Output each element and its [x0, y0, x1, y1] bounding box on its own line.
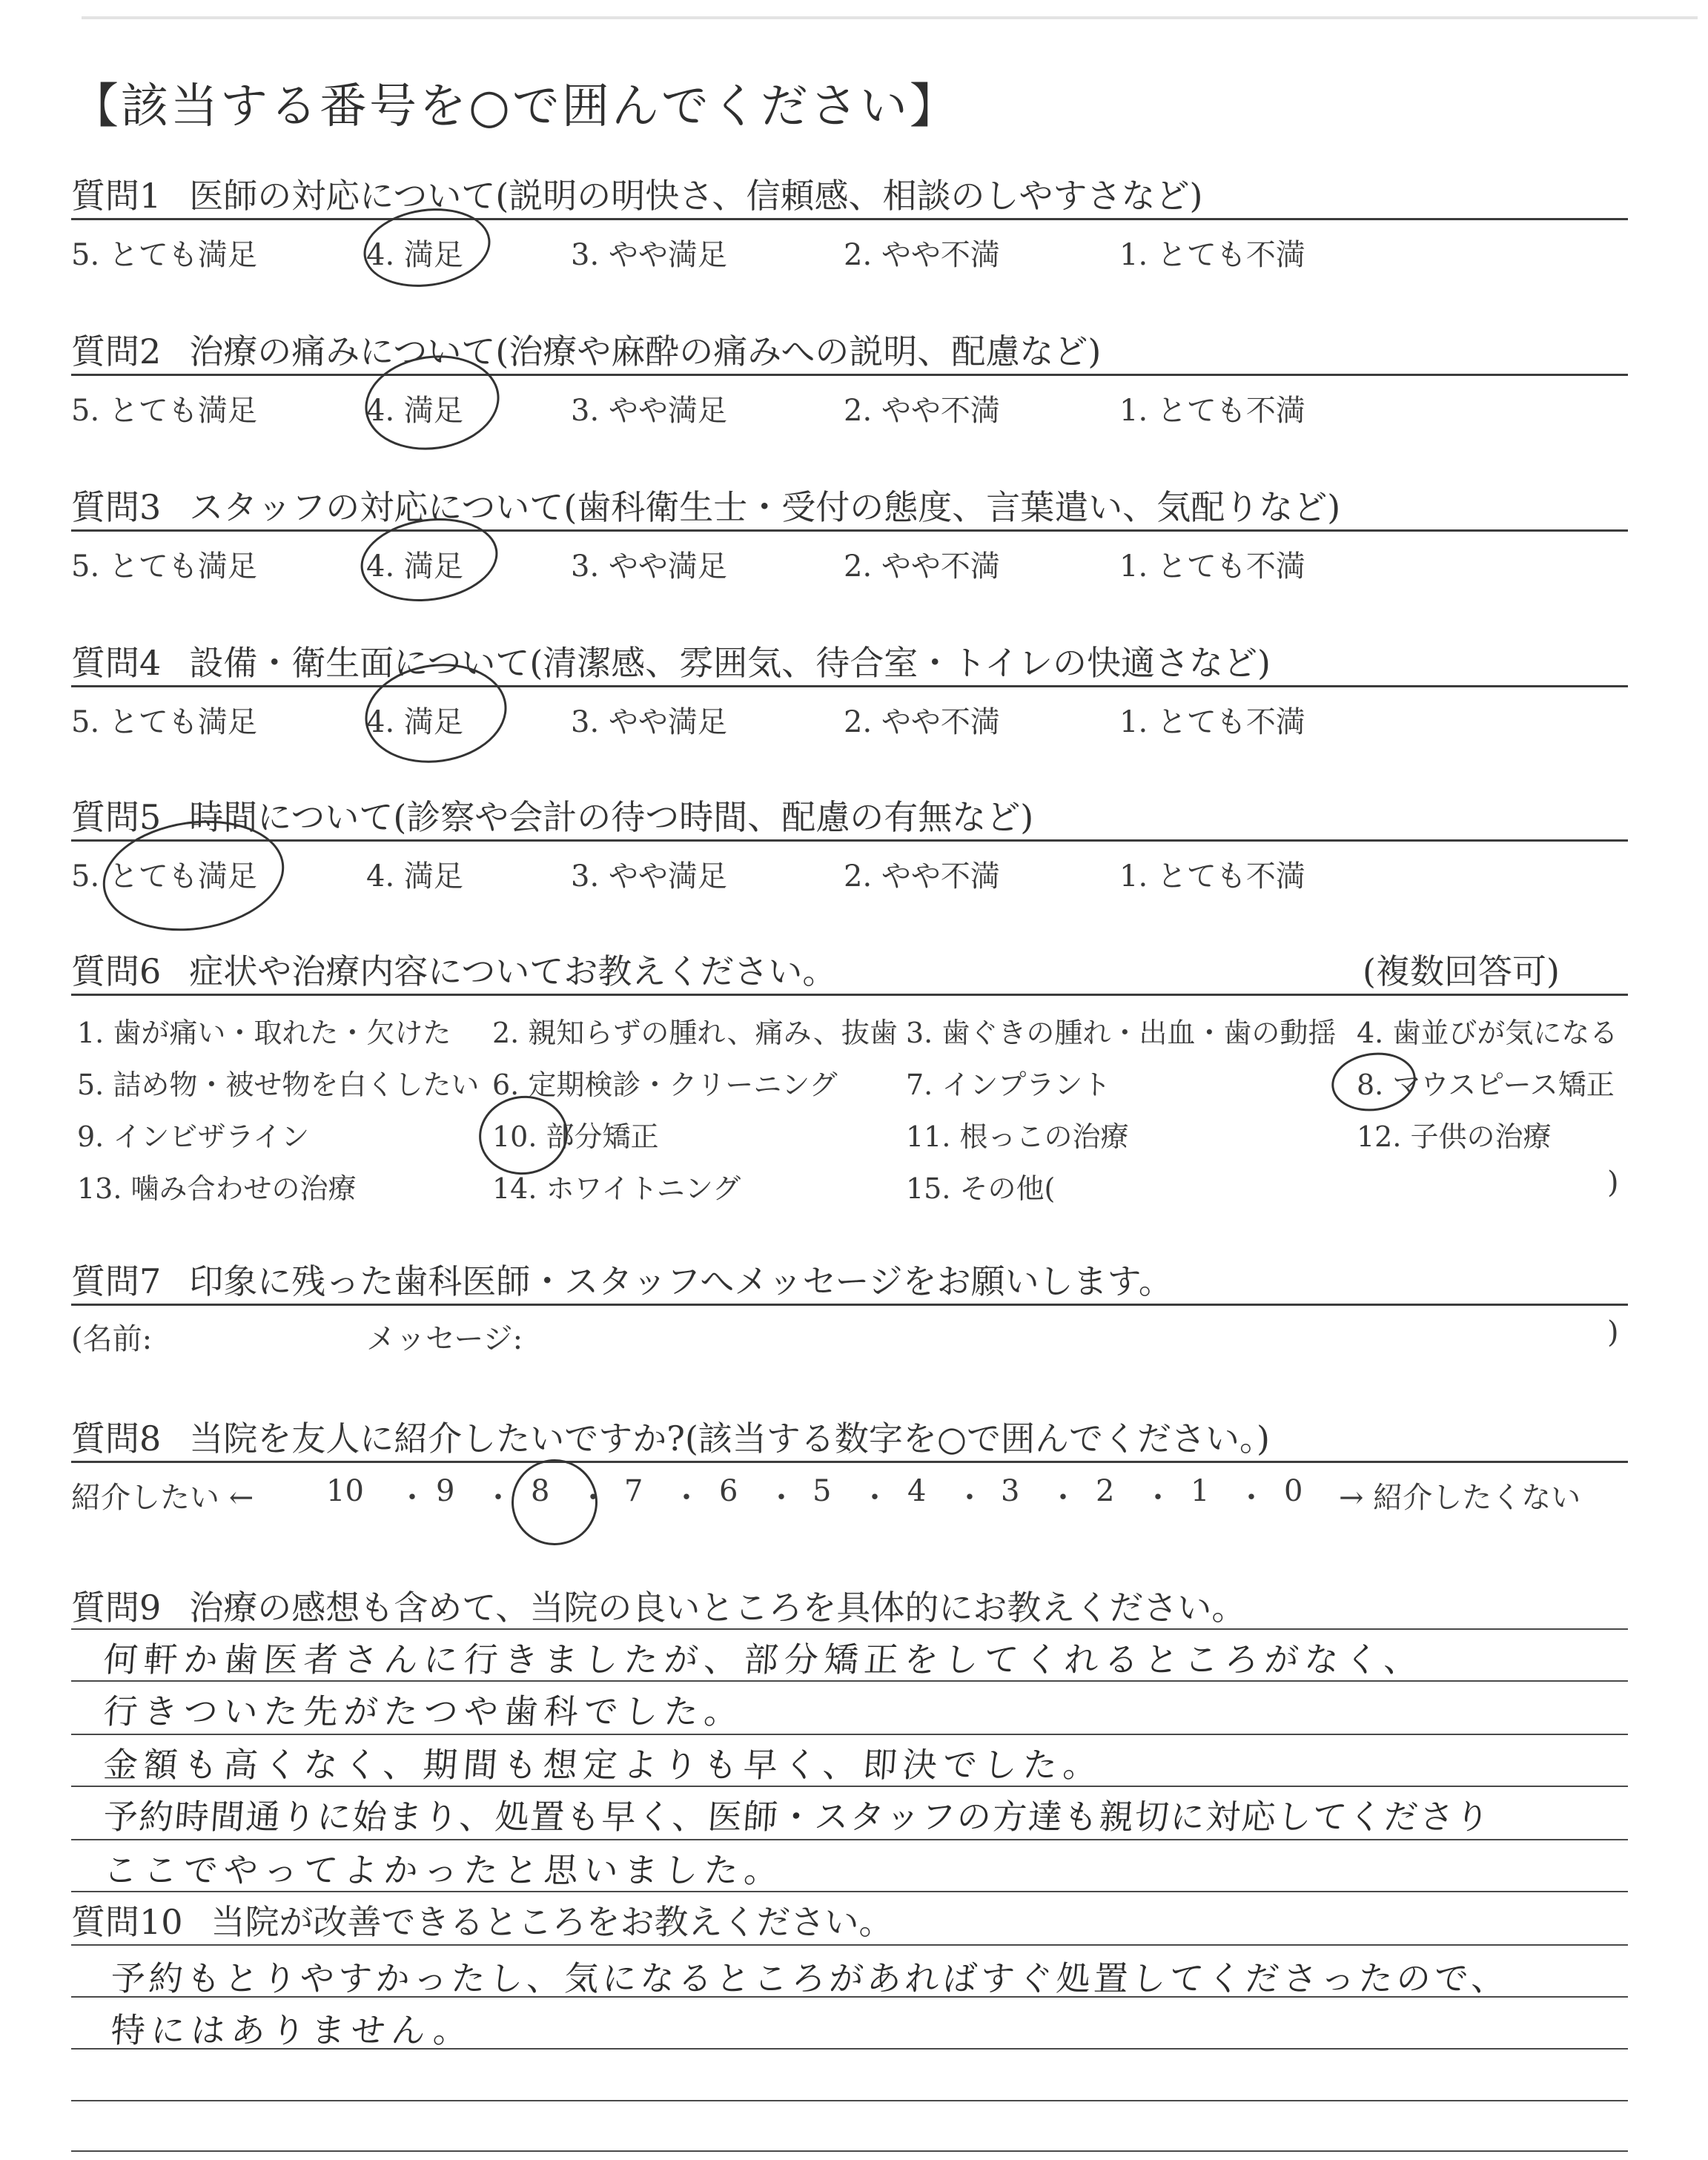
q6-item-10[interactable]: 10. 部分矯正: [492, 1120, 659, 1153]
q5-option-5[interactable]: 5. とても満足: [71, 859, 257, 894]
question-5-number: 質問5: [71, 797, 162, 837]
q1-option-1[interactable]: 1. とても不満: [1119, 238, 1305, 272]
q2-option-2[interactable]: 2. やや不満: [844, 394, 1000, 428]
q8-dot: ・: [397, 1481, 427, 1515]
q1-option-4[interactable]: 4. 満足: [366, 238, 463, 272]
question-7-title: [71, 1255, 1628, 1304]
q3-option-5[interactable]: 5. とても満足: [71, 549, 257, 584]
question-10-title: [71, 1895, 1628, 1944]
q1-option-5[interactable]: 5. とても満足: [71, 238, 257, 272]
question-2-number: 質問2: [71, 331, 162, 371]
q6-item-9[interactable]: 9. インビザライン: [77, 1120, 310, 1153]
q8-dot: ・: [578, 1481, 608, 1515]
q4-option-1[interactable]: 1. とても不満: [1119, 705, 1305, 739]
question-3-title: [71, 480, 1628, 529]
q8-scale-8[interactable]: 8: [531, 1474, 550, 1508]
question-8-number: 質問8: [71, 1418, 162, 1459]
q4-option-5[interactable]: 5. とても満足: [71, 705, 257, 739]
question-9-number: 質問9: [71, 1588, 162, 1628]
question-8-text: 当院を友人に紹介したいですか?(該当する数字を○で囲んでください。): [189, 1418, 1270, 1459]
question-3-text: スタッフの対応について(歯科衛生士・受付の態度、言葉遣い、気配りなど): [189, 487, 1341, 527]
q2-option-3[interactable]: 3. やや満足: [571, 394, 727, 428]
q6-item-5[interactable]: 5. 詰め物・被せ物を白くしたい: [77, 1069, 480, 1101]
q9-answer-line: [71, 1628, 1628, 1630]
q1-option-3[interactable]: 3. やや満足: [571, 238, 727, 272]
q8-scale-9[interactable]: 9: [436, 1474, 455, 1508]
question-6-number: 質問6: [71, 951, 162, 991]
question-9-title: [71, 1581, 1628, 1630]
question-1-rule: [71, 218, 1628, 220]
q8-dot: ・: [1237, 1481, 1266, 1515]
q10-answer-line: [71, 2150, 1628, 2152]
question-3-rule: [71, 529, 1628, 532]
q8-dot: ・: [672, 1481, 701, 1515]
q8-dot: ・: [1048, 1481, 1078, 1515]
q10-answer-line: [71, 1944, 1628, 1946]
q6-item-11[interactable]: 11. 根っこの治療: [906, 1120, 1129, 1153]
q8-scale-5[interactable]: 5: [812, 1474, 832, 1508]
question-7-rule: [71, 1304, 1628, 1306]
q3-option-4[interactable]: 4. 満足: [366, 549, 463, 584]
question-5-rule: [71, 839, 1628, 842]
q6-item-14[interactable]: 14. ホワイトニング: [492, 1172, 741, 1205]
q8-right-label: → 紹介したくない: [1339, 1481, 1581, 1515]
q6-item-13[interactable]: 13. 噛み合わせの治療: [77, 1172, 357, 1205]
q1-option-2[interactable]: 2. やや不満: [844, 238, 1000, 272]
question-2-text: 治療の痛みについて(治療や麻酔の痛みへの説明、配慮など): [189, 331, 1102, 371]
q8-scale-3[interactable]: 3: [1001, 1474, 1020, 1508]
question-5-text: 時間について(診察や会計の待つ時間、配慮の有無など): [189, 797, 1034, 837]
q8-dot: ・: [1143, 1481, 1173, 1515]
q6-item-2[interactable]: 2. 親知らずの腫れ、痛み、抜歯: [492, 1017, 898, 1049]
question-7-text: 印象に残った歯科医師・スタッフへメッセージをお願いします。: [189, 1261, 1173, 1301]
q7-message-label: メッセージ:: [366, 1322, 523, 1356]
q5-option-1[interactable]: 1. とても不満: [1119, 859, 1305, 894]
q6-item-1[interactable]: 1. 歯が痛い・取れた・欠けた: [77, 1017, 451, 1049]
q9-handwritten-line-5: ここでやってよかったと思いました。: [102, 1850, 786, 1890]
question-4-text: 設備・衛生面について(清潔感、雰囲気、待合室・トイレの快適さなど): [189, 643, 1271, 683]
q6-item-8[interactable]: 8. マウスピース矯正: [1357, 1069, 1615, 1101]
q2-option-1[interactable]: 1. とても不満: [1119, 394, 1305, 428]
q9-handwritten-line-4: 予約時間通りに始まり、処置も早く、医師・スタッフの方達も親切に対応してくださり: [102, 1797, 1492, 1837]
question-6-text: 症状や治療内容についてお教えください。: [189, 951, 837, 991]
question-3-number: 質問3: [71, 487, 162, 527]
q8-scale-6[interactable]: 6: [719, 1474, 738, 1508]
question-6-rule: [71, 994, 1628, 996]
question-2-rule: [71, 374, 1628, 376]
q6-item-3[interactable]: 3. 歯ぐきの腫れ・出血・歯の動揺: [906, 1017, 1337, 1049]
q6-item-12[interactable]: 12. 子供の治療: [1357, 1120, 1552, 1153]
question-6-note: (複数回答可): [1363, 951, 1560, 991]
q7-name-label: (名前:: [71, 1322, 153, 1356]
question-1-text: 医師の対応について(説明の明快さ、信頼感、相談のしやすさなど): [189, 176, 1203, 216]
q9-answer-line: [71, 1734, 1628, 1735]
q8-dot: ・: [483, 1481, 513, 1515]
q8-scale-0[interactable]: 0: [1284, 1474, 1303, 1508]
q8-left-label: 紹介したい ←: [71, 1481, 254, 1515]
q9-answer-line: [71, 1839, 1628, 1840]
question-4-title: [71, 636, 1628, 685]
q8-scale-10[interactable]: 10: [326, 1474, 364, 1508]
q5-option-2[interactable]: 2. やや不満: [844, 859, 1000, 894]
top-edge: [82, 16, 1698, 19]
q4-option-3[interactable]: 3. やや満足: [571, 705, 727, 739]
q2-option-5[interactable]: 5. とても満足: [71, 394, 257, 428]
q8-scale-7[interactable]: 7: [624, 1474, 643, 1508]
question-4-rule: [71, 685, 1628, 687]
q8-scale-2[interactable]: 2: [1096, 1474, 1115, 1508]
q7-close-paren: ): [1607, 1315, 1619, 1350]
q3-option-1[interactable]: 1. とても不満: [1119, 549, 1305, 584]
q10-handwritten-line-1: 予約もとりやすかったし、気になるところがあればすぐ処置してくださったので、: [109, 1958, 1511, 1998]
q6-item-4[interactable]: 4. 歯並びが気になる: [1357, 1017, 1618, 1049]
page-title: 【該当する番号を○で囲んでください】: [71, 79, 959, 134]
q3-option-3[interactable]: 3. やや満足: [571, 549, 727, 584]
question-8-rule: [71, 1461, 1628, 1463]
question-1-title: [71, 169, 1628, 218]
q10-handwritten-line-2: 特にはありません。: [109, 2010, 475, 2050]
q8-dot: ・: [860, 1481, 890, 1515]
question-8-title: [71, 1412, 1628, 1461]
q4-option-4[interactable]: 4. 満足: [366, 705, 463, 739]
q4-option-2[interactable]: 2. やや不満: [844, 705, 1000, 739]
q5-option-4[interactable]: 4. 満足: [366, 859, 463, 894]
q6-item-15[interactable]: 15. その他(: [906, 1172, 1056, 1205]
question-7-number: 質問7: [71, 1261, 162, 1301]
q8-scale-4[interactable]: 4: [907, 1474, 927, 1508]
q6-item-7[interactable]: 7. インプラント: [906, 1069, 1111, 1101]
q10-answer-line: [71, 2100, 1628, 2101]
q8-scale-1[interactable]: 1: [1191, 1474, 1210, 1508]
q8-dot: ・: [955, 1481, 984, 1515]
q2-option-4[interactable]: 4. 満足: [366, 394, 463, 428]
question-2-title: [71, 325, 1628, 374]
q8-dot: ・: [767, 1481, 796, 1515]
q6-other-close-paren: ): [1607, 1166, 1619, 1200]
q3-option-2[interactable]: 2. やや不満: [844, 549, 1000, 584]
q9-handwritten-line-2: 行きついた先がたつや歯科でした。: [102, 1691, 746, 1731]
question-1-number: 質問1: [71, 176, 162, 216]
q6-item-8-circle: [1328, 1047, 1420, 1116]
q8-selection-circle: [506, 1453, 603, 1550]
q5-option-3[interactable]: 3. やや満足: [571, 859, 727, 894]
question-9-text: 治療の感想も含めて、当院の良いところを具体的にお教えください。: [189, 1588, 1246, 1628]
question-10-number: 質問10: [71, 1902, 183, 1942]
q9-handwritten-line-3: 金額も高くなく、期間も想定よりも早く、即決でした。: [102, 1745, 1105, 1785]
question-4-number: 質問4: [71, 643, 162, 683]
question-5-title: [71, 790, 1628, 839]
question-10-text: 当院が改善できるところをお教えください。: [211, 1902, 893, 1942]
q9-handwritten-line-1: 何軒か歯医者さんに行きましたが、部分矯正をしてくれるところがなく、: [102, 1639, 1426, 1680]
q6-item-6[interactable]: 6. 定期検診・クリーニング: [492, 1069, 838, 1101]
